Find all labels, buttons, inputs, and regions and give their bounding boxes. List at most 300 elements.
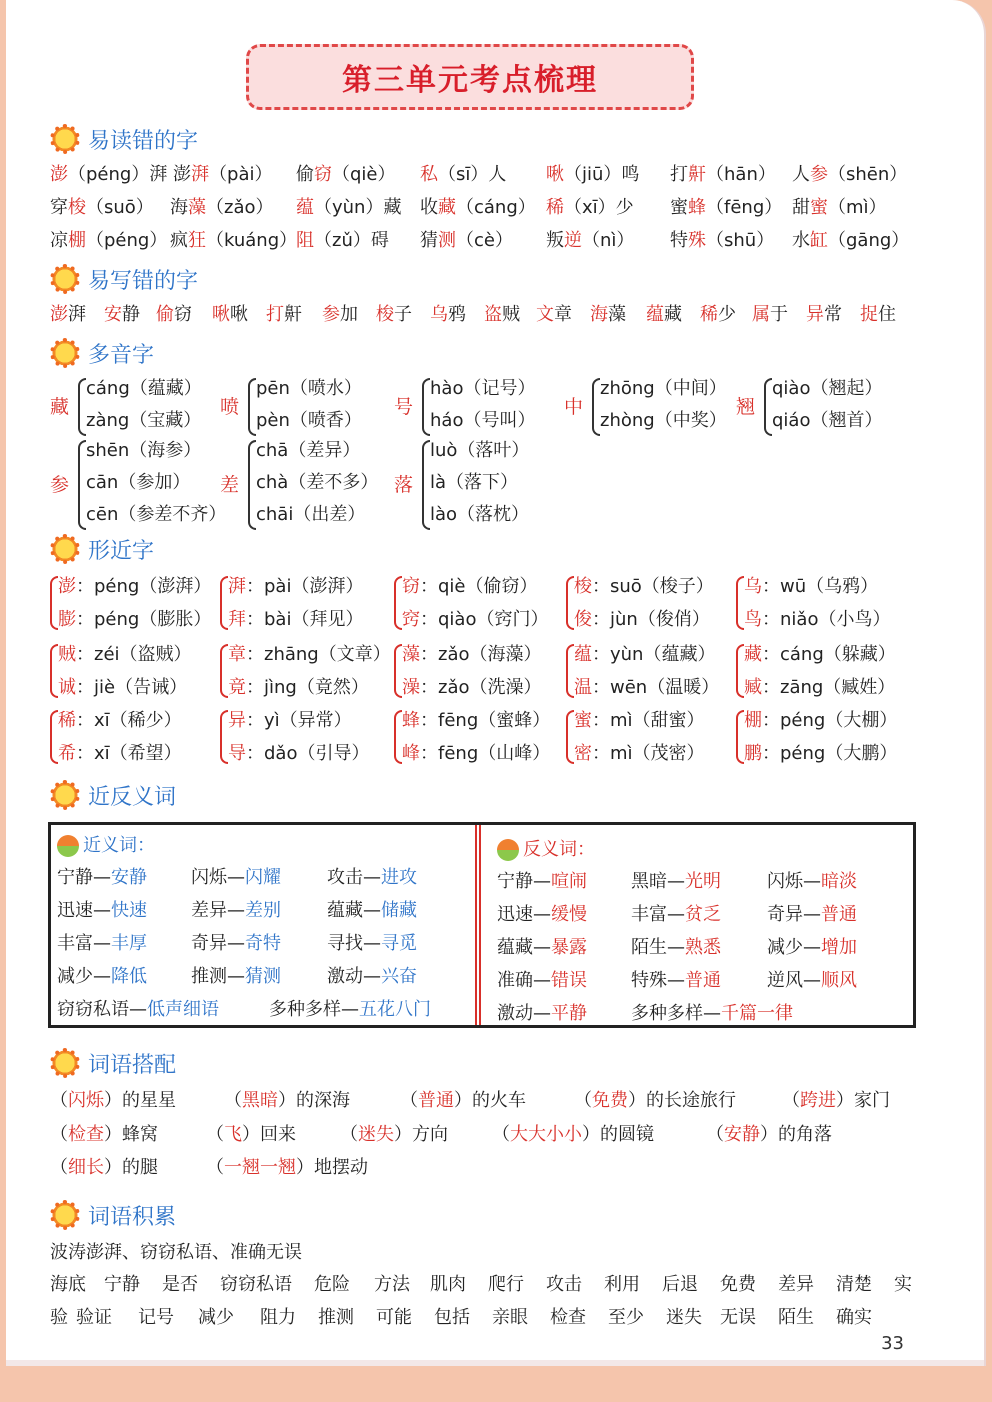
- item-pinyin: （cè）: [456, 230, 513, 251]
- similar-pinyin: ：jùn（俊俏）: [592, 609, 710, 630]
- similar-item: [228, 572, 363, 598]
- pair-word: 差异—: [191, 900, 245, 921]
- antonyms-pair: [767, 933, 857, 959]
- polyphone-reading: pēn（喷水）: [256, 378, 362, 399]
- section-title: 词语搭配: [88, 1052, 177, 1078]
- polyphone-char: 藏: [50, 396, 70, 418]
- polyphone-reading: chāi（出差）: [256, 504, 366, 525]
- page-title: 第三单元考点梳理: [342, 63, 598, 98]
- pair-word: 减少—: [767, 937, 821, 958]
- item-prefix: 甜: [792, 197, 810, 218]
- pair-word: 蕴藏—: [497, 937, 551, 958]
- pair-word: 激动—: [327, 966, 381, 987]
- polyphone-reading: zhòng（中奖）: [600, 410, 727, 431]
- similar-pinyin: ：wū（乌鸦）: [762, 576, 879, 597]
- word-first-char: 盗: [484, 304, 502, 325]
- pair-word: 减少—: [57, 966, 111, 987]
- similar-item: [228, 640, 391, 666]
- accumulate-word: 海底: [50, 1274, 86, 1295]
- polyphone-reading: háo（号叫）: [430, 410, 536, 431]
- miswrite-word: [536, 300, 572, 326]
- pair-word: 蕴藏—: [327, 900, 381, 921]
- misread-item: [670, 193, 782, 219]
- polyphone-reading: lào（落枕）: [430, 504, 530, 525]
- pair-answer: 进攻: [381, 867, 417, 888]
- similar-char: 鸟: [744, 609, 762, 630]
- polyphone-reading: qiáo（翘首）: [772, 410, 883, 431]
- item-pinyin: （hān）: [706, 164, 776, 185]
- brace: [220, 710, 228, 764]
- polyphone-reading: cáng（蕴藏）: [86, 378, 202, 399]
- similar-pinyin: ：yùn（蕴藏）: [592, 644, 716, 665]
- synonym-box: [48, 822, 916, 1028]
- similar-char: 棚: [744, 710, 762, 731]
- similar-char: 密: [574, 743, 592, 764]
- similar-char: 峰: [402, 743, 420, 764]
- accumulate-word: 后退: [662, 1274, 698, 1295]
- similar-char: 竟: [228, 677, 246, 698]
- similar-pinyin: ：jìng（竟然）: [246, 677, 369, 698]
- antonyms-pair: [631, 933, 721, 959]
- brace: [78, 378, 86, 436]
- collocation-answer: 迷失: [358, 1124, 394, 1145]
- item-key-char: 藻: [188, 197, 206, 218]
- miswrite-word: [430, 300, 466, 326]
- pair-answer: 熟悉: [685, 937, 721, 958]
- synonyms-pair: [57, 929, 147, 955]
- pair-answer: 五花八门: [359, 999, 431, 1020]
- similar-char: 臧: [744, 677, 762, 698]
- accumulate-word: 确实: [836, 1307, 872, 1328]
- item-pinyin: （nì）: [582, 230, 635, 251]
- polyphone-reading: zhōng（中间）: [600, 378, 727, 399]
- miswrite-word: [266, 300, 302, 326]
- pair-word: 闪烁—: [191, 867, 245, 888]
- item-key-char: 澎: [50, 164, 68, 185]
- polyphone-reading: shēn（海参）: [86, 440, 202, 461]
- accumulate-word: 方法: [374, 1274, 410, 1295]
- polyphone-reading: là（落下）: [430, 472, 519, 493]
- paren: （: [50, 1090, 68, 1111]
- pair-word: 丰富—: [631, 904, 685, 925]
- word-rest: 子: [394, 304, 412, 325]
- synonyms-pair: [57, 863, 147, 889]
- item-prefix: 海: [170, 197, 188, 218]
- sun-icon: [50, 780, 80, 810]
- item-prefix: 打: [670, 164, 688, 185]
- item-pinyin: （shū）: [706, 230, 775, 251]
- synonyms-pair: [57, 962, 147, 988]
- item-key-char: 蜂: [688, 197, 706, 218]
- paren: （: [50, 1124, 68, 1145]
- polyphone-char: 翘: [736, 396, 756, 418]
- word-first-char: 澎: [50, 304, 68, 325]
- misread-item: [420, 226, 513, 252]
- polyphone-char: 参: [50, 474, 70, 496]
- antonyms-pair: [767, 966, 857, 992]
- collocation-item: [206, 1153, 368, 1179]
- misread-item: [296, 193, 401, 219]
- brace: [220, 644, 228, 698]
- accumulate-word: 减少: [198, 1307, 234, 1328]
- paren: （: [782, 1090, 800, 1111]
- accumulate-word: 爬行: [488, 1274, 524, 1295]
- polyphone-reading: luò（落叶）: [430, 440, 530, 461]
- synonyms-pair: [327, 896, 417, 922]
- collocation-answer: 检查: [68, 1124, 104, 1145]
- similar-char: 异: [228, 710, 246, 731]
- misread-item: [792, 193, 887, 219]
- similar-pinyin: ：fēng（蜜蜂）: [420, 710, 551, 731]
- pair-word: 陌生—: [631, 937, 685, 958]
- pair-answer: 奇特: [245, 933, 281, 954]
- item-prefix: 凉: [50, 230, 68, 251]
- word-rest: 啾: [230, 304, 248, 325]
- accumulate-word: 实: [894, 1274, 912, 1295]
- brace: [220, 576, 228, 630]
- misread-item: [670, 160, 776, 186]
- brace: [566, 644, 574, 698]
- similar-item: [574, 739, 705, 765]
- miswrite-word: [590, 300, 626, 326]
- word-first-char: 捉: [860, 304, 878, 325]
- similar-pinyin: ：suō（梭子）: [592, 576, 714, 597]
- collocation-phrase: ）地摆动: [296, 1157, 368, 1178]
- collocation-phrase: ）蜂窝: [104, 1124, 158, 1145]
- item-prefix: 偷: [296, 164, 314, 185]
- pair-answer: 寻觅: [381, 933, 417, 954]
- paren: （: [206, 1124, 224, 1145]
- similar-char: 鹏: [744, 743, 762, 764]
- miswrite-word: [484, 300, 520, 326]
- misread-item: [670, 226, 774, 252]
- brace: [394, 576, 402, 630]
- item-key-char: 狂: [188, 230, 206, 251]
- similar-pinyin: ：fēng（山峰）: [420, 743, 551, 764]
- misread-item: [546, 193, 634, 219]
- word-first-char: 异: [806, 304, 824, 325]
- similar-char: 蕴: [574, 644, 592, 665]
- brace: [78, 440, 86, 530]
- brace: [422, 440, 430, 530]
- polyphone-reading: zàng（宝藏）: [86, 410, 202, 431]
- antonyms-pair: [767, 867, 857, 893]
- sun-icon: [50, 1048, 80, 1078]
- collocation-item: [206, 1120, 296, 1146]
- item-prefix: 穿: [50, 197, 68, 218]
- similar-item: [58, 640, 192, 666]
- accumulate-word: 陌生: [778, 1307, 814, 1328]
- similar-item: [402, 739, 550, 765]
- misread-item: [50, 226, 167, 252]
- word-first-char: 安: [104, 304, 122, 325]
- accumulate-word: 是否: [162, 1274, 198, 1295]
- misread-item: [420, 160, 506, 186]
- similar-pinyin: ：cáng（躲藏）: [762, 644, 896, 665]
- item-key-char: 稀: [546, 197, 564, 218]
- pair-answer: 喧闹: [551, 871, 587, 892]
- brace: [50, 576, 58, 630]
- divider: [475, 825, 481, 1025]
- item-pinyin: （zǔ）碍: [314, 230, 389, 251]
- synonyms-pair: [269, 995, 431, 1021]
- item-pinyin: （xī）少: [564, 197, 634, 218]
- pair-answer: 光明: [685, 871, 721, 892]
- synonyms-pair: [57, 896, 147, 922]
- pair-word: 准确—: [497, 970, 551, 991]
- brace: [764, 378, 772, 436]
- item-pinyin: （sī）人: [438, 164, 507, 185]
- accumulate-word: 包括: [434, 1307, 470, 1328]
- ball-icon: [57, 835, 79, 857]
- page: [6, 0, 986, 1366]
- synonyms-pair: [327, 962, 417, 988]
- similar-item: [744, 572, 878, 598]
- word-first-char: 稀: [700, 304, 718, 325]
- pair-answer: 兴奋: [381, 966, 417, 987]
- collocation-phrase: ）方向: [394, 1124, 448, 1145]
- item-pinyin: （gāng）: [828, 230, 910, 251]
- antonyms-pair: [497, 900, 587, 926]
- antonym-heading-label: 反义词：: [523, 839, 595, 860]
- brace: [566, 710, 574, 764]
- item-key-char: 殊: [688, 230, 706, 251]
- antonym-heading: [497, 835, 595, 861]
- similar-char: 藏: [744, 644, 762, 665]
- similar-item: [58, 605, 211, 631]
- similar-item: [58, 706, 182, 732]
- similar-item: [402, 572, 538, 598]
- similar-item: [744, 673, 895, 699]
- section-header-synonym: [50, 778, 176, 812]
- collocation-phrase: ）的腿: [104, 1157, 158, 1178]
- collocation-answer: 免费: [592, 1090, 628, 1111]
- similar-pinyin: ：zǎo（洗澡）: [420, 677, 542, 698]
- pair-answer: 普通: [685, 970, 721, 991]
- section-header-miswrite: [50, 262, 198, 296]
- item-key-char: 窃: [314, 164, 332, 185]
- item-pinyin: （péng）湃 澎: [68, 164, 192, 185]
- pair-word: 奇异—: [767, 904, 821, 925]
- pair-answer: 差别: [245, 900, 281, 921]
- miswrite-word: [212, 300, 248, 326]
- polyphone-reading: chā（差异）: [256, 440, 361, 461]
- accumulate-word: 记号: [138, 1307, 174, 1328]
- pair-answer: 缓慢: [551, 904, 587, 925]
- accumulate-word: 推测: [318, 1307, 354, 1328]
- pair-answer: 快速: [111, 900, 147, 921]
- similar-pinyin: ：qiào（窍门）: [420, 609, 549, 630]
- accumulate-word: 窃窃私语: [220, 1274, 292, 1295]
- word-rest: 藏: [664, 304, 682, 325]
- pair-word: 迅速—: [57, 900, 111, 921]
- misread-item: [50, 160, 273, 186]
- word-rest: 鸦: [448, 304, 466, 325]
- similar-item: [402, 605, 548, 631]
- pair-word: 寻找—: [327, 933, 381, 954]
- similar-item: [744, 706, 897, 732]
- collocation-item: [574, 1086, 736, 1112]
- section-title: 形近字: [88, 538, 155, 564]
- miswrite-word: [50, 300, 86, 326]
- section-header-collocation: [50, 1046, 176, 1080]
- similar-item: [228, 706, 352, 732]
- synonyms-pair: [191, 863, 281, 889]
- collocation-item: [224, 1086, 350, 1112]
- polyphone-reading: hào（记号）: [430, 378, 536, 399]
- collocation-item: [50, 1086, 176, 1112]
- item-key-char: 私: [420, 164, 438, 185]
- pair-answer: 普通: [821, 904, 857, 925]
- similar-item: [574, 706, 705, 732]
- polyphone-reading: chà（差不多）: [256, 472, 379, 493]
- antonyms-pair: [497, 966, 587, 992]
- collocation-answer: 闪烁: [68, 1090, 104, 1111]
- similar-char: 导: [228, 743, 246, 764]
- similar-char: 蜂: [402, 710, 420, 731]
- similar-item: [402, 640, 542, 666]
- antonyms-pair: [767, 900, 857, 926]
- misread-item: [420, 193, 536, 219]
- similar-char: 湃: [228, 576, 246, 597]
- word-first-char: 偷: [156, 304, 174, 325]
- item-pinyin: （shēn）: [828, 164, 908, 185]
- similar-item: [744, 640, 896, 666]
- section-header-polyphone: [50, 336, 154, 370]
- word-rest: 湃: [68, 304, 86, 325]
- item-key-char: 测: [438, 230, 456, 251]
- accumulate-word: 肌肉: [430, 1274, 466, 1295]
- word-rest: 贼: [502, 304, 520, 325]
- item-key-char: 参: [810, 164, 828, 185]
- misread-item: [546, 160, 639, 186]
- similar-pinyin: ：bài（拜见）: [246, 609, 364, 630]
- similar-item: [744, 739, 897, 765]
- antonyms-pair: [497, 999, 587, 1025]
- section-title: 词语积累: [88, 1204, 177, 1230]
- item-key-char: 藏: [438, 197, 456, 218]
- similar-pinyin: ：qiè（偷窃）: [420, 576, 538, 597]
- word-rest: 鼾: [284, 304, 302, 325]
- synonyms-pair: [327, 929, 417, 955]
- word-first-char: 属: [752, 304, 770, 325]
- item-key-char: 蜜: [810, 197, 828, 218]
- brace: [50, 644, 58, 698]
- similar-item: [574, 640, 715, 666]
- item-pinyin: （yùn）藏: [314, 197, 402, 218]
- item-key-char: 逆: [564, 230, 582, 251]
- synonym-heading-label: 近义词：: [83, 835, 155, 856]
- item-prefix: 蜜: [670, 197, 688, 218]
- item-pinyin: （péng）: [86, 230, 168, 251]
- synonyms-pair: [191, 929, 281, 955]
- polyphone-char: 喷: [220, 396, 240, 418]
- synonyms-pair: [327, 863, 417, 889]
- collocation-answer: 飞: [224, 1124, 242, 1145]
- section-header-accumulate: [50, 1198, 176, 1232]
- similar-char: 拜: [228, 609, 246, 630]
- brace: [566, 576, 574, 630]
- antonyms-pair: [631, 900, 721, 926]
- word-first-char: 蕴: [646, 304, 664, 325]
- pair-answer: 猜测: [245, 966, 281, 987]
- similar-char: 章: [228, 644, 246, 665]
- paren: （: [340, 1124, 358, 1145]
- similar-char: 诚: [58, 677, 76, 698]
- collocation-phrase: ）的圆镜: [582, 1124, 654, 1145]
- section-title: 易写错的字: [88, 268, 199, 294]
- similar-pinyin: ：péng（大鹏）: [762, 743, 898, 764]
- collocation-phrase: ）的长途旅行: [628, 1090, 736, 1111]
- pair-word: 推测—: [191, 966, 245, 987]
- sun-icon: [50, 1200, 80, 1230]
- synonym-heading: [57, 831, 155, 857]
- accumulate-word: 差异: [778, 1274, 814, 1295]
- similar-char: 贼: [58, 644, 76, 665]
- polyphone-reading: qiào（翘起）: [772, 378, 883, 399]
- collocation-item: [50, 1153, 158, 1179]
- misread-item: [792, 160, 907, 186]
- miswrite-word: [700, 300, 736, 326]
- pair-answer: 顺风: [821, 970, 857, 991]
- miswrite-word: [646, 300, 682, 326]
- miswrite-word: [376, 300, 412, 326]
- item-key-char: 阻: [296, 230, 314, 251]
- section-title: 易读错的字: [88, 128, 199, 154]
- pair-answer: 闪耀: [245, 867, 281, 888]
- pair-word: 闪烁—: [767, 871, 821, 892]
- collocation-item: [492, 1120, 654, 1146]
- similar-item: [228, 739, 369, 765]
- sun-icon: [50, 124, 80, 154]
- collocation-answer: 一翘一翘: [224, 1157, 296, 1178]
- accumulate-word: 验证: [76, 1307, 112, 1328]
- word-first-char: 啾: [212, 304, 230, 325]
- similar-pinyin: ：mì（茂密）: [592, 743, 705, 764]
- collocation-phrase: ）的角落: [760, 1124, 832, 1145]
- item-prefix: 疯: [170, 230, 188, 251]
- misread-item: [296, 226, 389, 252]
- similar-item: [228, 673, 369, 699]
- item-prefix: 水: [792, 230, 810, 251]
- polyphone-reading: cān（参加）: [86, 472, 191, 493]
- accumulate-word: 阻力: [260, 1307, 296, 1328]
- collocation-item: [50, 1120, 158, 1146]
- similar-pinyin: ：xī（稀少）: [76, 710, 182, 731]
- word-rest: 静: [122, 304, 140, 325]
- similar-char: 温: [574, 677, 592, 698]
- collocation-phrase: ）的星星: [104, 1090, 176, 1111]
- polyphone-char: 号: [394, 396, 414, 418]
- paren: （: [706, 1124, 724, 1145]
- section-title: 近反义词: [88, 784, 177, 810]
- section-header-misread: [50, 122, 198, 156]
- collocation-phrase: ）回来: [242, 1124, 296, 1145]
- pair-word: 丰富—: [57, 933, 111, 954]
- brace: [248, 440, 256, 530]
- pair-word: 黑暗—: [631, 871, 685, 892]
- item-prefix: 特: [670, 230, 688, 251]
- item-pinyin: （qiè）: [332, 164, 396, 185]
- paren: （: [400, 1090, 418, 1111]
- antonyms-pair: [497, 933, 587, 959]
- section-title: 多音字: [88, 342, 155, 368]
- similar-char: 梭: [574, 576, 592, 597]
- similar-pinyin: ：zhāng（文章）: [246, 644, 391, 665]
- accumulate-word: 危险: [314, 1274, 350, 1295]
- miswrite-word: [156, 300, 192, 326]
- misread-item: [296, 160, 396, 186]
